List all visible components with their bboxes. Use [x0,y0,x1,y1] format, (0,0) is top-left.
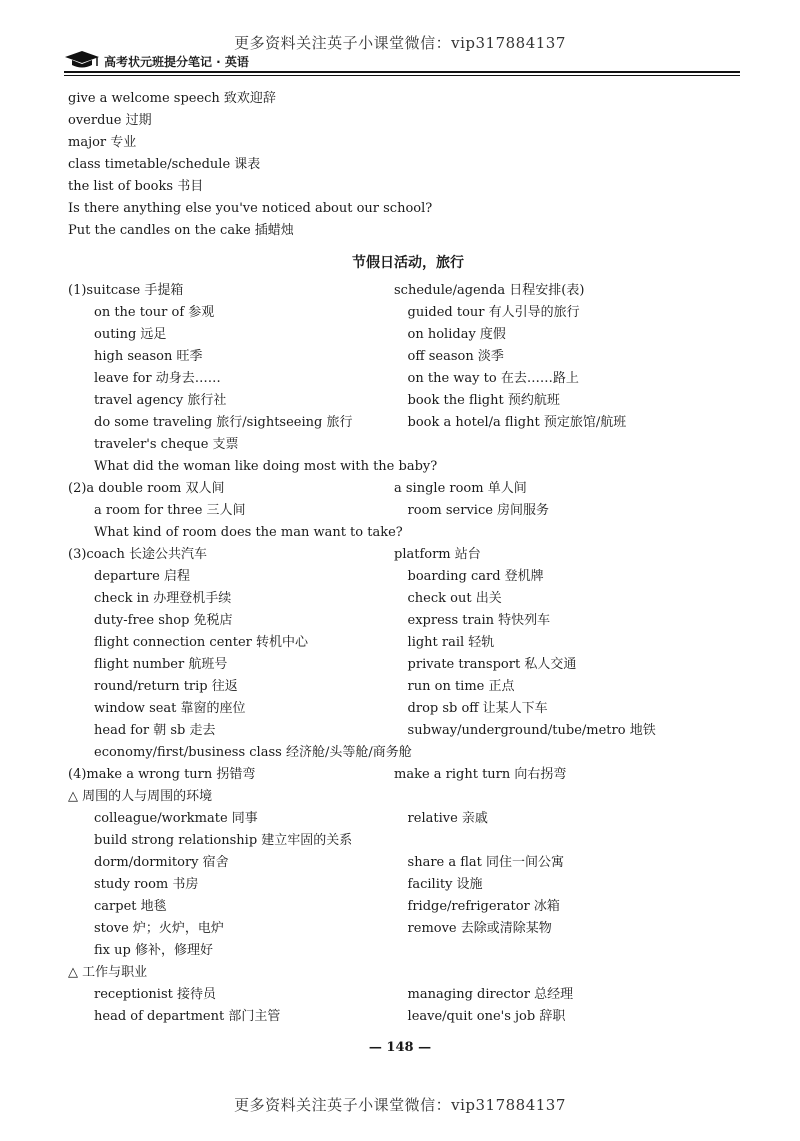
vocab-row [68,940,748,962]
vocab-right: boarding card 登机牌 [407,569,544,584]
vocab-right: a single room 单人间 [394,481,527,496]
vocab-row [68,456,748,478]
vocab-row [68,808,748,830]
vocab-right: private transport 私人交通 [407,657,577,672]
vocab-row [68,896,748,918]
vocab-left: on the tour of 参观 [94,305,215,320]
vocab-row [68,610,748,632]
vocab-right: fridge/refrigerator 冰箱 [407,899,560,914]
vocab-left: stove 炉；火炉，电炉 [94,921,224,936]
vocab-right: on the way to 在去……路上 [407,371,579,386]
vocab-row [68,500,748,522]
vocab-row [68,676,748,698]
vocab-right: guided tour 有人引导的旅行 [407,305,580,320]
vocab-row [68,654,748,676]
watermark-top: 更多资料关注英子小课堂微信：vip317884137 [234,34,566,52]
header-title: 高考状元班提分笔记 · 英语 [104,55,249,69]
vocab-row [68,478,748,500]
page-content [68,88,748,1028]
intro-line: major 专业 [68,135,137,150]
vocab-left: What kind of room does the man want to take? [94,525,403,540]
vocab-left: duty-free shop 免税店 [94,613,233,628]
vocab-left: What did the woman like doing most with the baby? [94,459,438,474]
vocab-row [68,764,748,786]
vocab-right: run on time 正点 [407,679,515,694]
vocab-left: receptionist 接待员 [94,987,216,1002]
vocab-left: (4)make a wrong turn 拐错弯 [68,767,256,782]
vocab-row [68,918,748,940]
vocab-row [68,698,748,720]
vocab-left: high season 旺季 [94,349,203,364]
vocab-right: remove 去除或清除某物 [407,921,552,936]
vocab-left: fix up 修补，修理好 [94,943,213,958]
vocab-row [68,830,748,852]
intro-line: class timetable/schedule 课表 [68,157,261,172]
watermark-bottom: 更多资料关注英子小课堂微信：vip317884137 [234,1096,566,1114]
vocab-row [68,302,748,324]
vocab-row [68,390,748,412]
vocab-row [68,632,748,654]
vocab-left: check in 办理登机手续 [94,591,232,606]
vocab-left: window seat 靠窗的座位 [94,701,246,716]
vocab-right: platform 站台 [394,547,481,562]
vocab-left: △ 工作与职业 [68,965,148,980]
vocab-left: economy/first/business class 经济舱/头等舱/商务舱 [94,745,412,760]
vocab-row [68,368,748,390]
vocab-left: colleague/workmate 同事 [94,811,258,826]
vocab-left: departure 启程 [94,569,190,584]
vocab-right [408,940,748,962]
vocab-right: on holiday 度假 [407,327,506,342]
vocab-row [68,412,748,434]
vocab-row [68,434,748,456]
vocab-row [68,566,748,588]
vocab-left: leave for 动身去…… [94,371,221,386]
vocab-left: head of department 部门主管 [94,1009,281,1024]
vocab-left: dorm/dormitory 宿舍 [94,855,229,870]
vocab-right: subway/underground/tube/metro 地铁 [407,723,656,738]
vocab-row [68,346,748,368]
intro-line: Is there anything else you've noticed about our school? [68,201,433,216]
vocab-row [68,1006,748,1028]
vocab-left: study room 书房 [94,877,199,892]
intro-line: Put the candles on the cake 插蜡烛 [68,223,294,238]
vocab-right: room service 房间服务 [407,503,550,518]
vocab-right: check out 出关 [407,591,502,606]
vocab-row [68,588,748,610]
vocab-left: build strong relationship 建立牢固的关系 [94,833,353,848]
vocab-left: flight number 航班号 [94,657,228,672]
vocab-right: schedule/agenda 日程安排(表) [394,283,585,298]
vocab-left: flight connection center 转机中心 [94,635,309,650]
intro-line: overdue 过期 [68,113,152,128]
vocab-row [68,874,748,896]
vocab-row [68,544,748,566]
vocab-right: managing director 总经理 [407,987,574,1002]
vocab-right: off season 淡季 [407,349,504,364]
vocab-right: share a flat 同住一间公寓 [407,855,565,870]
vocab-left: traveler's cheque 支票 [94,437,239,452]
vocab-left: (1)suitcase 手提箱 [68,283,184,298]
intro-list [68,88,748,242]
intro-line: the list of books 书目 [68,179,204,194]
vocab-left: head for 朝 sb 走去 [94,723,216,738]
vocab-row [68,324,748,346]
intro-line: give a welcome speech 致欢迎辞 [68,91,276,106]
vocab-right: book the flight 预约航班 [407,393,560,408]
vocab-right: express train 特快列车 [407,613,551,628]
vocab-row [68,786,748,808]
vocab-left: a room for three 三人间 [94,503,246,518]
vocab-right: leave/quit one's job 辞职 [407,1009,566,1024]
page-number: — 148 — [368,1040,432,1055]
vocab-right: light rail 轻轨 [407,635,495,650]
vocab-row [68,522,748,544]
vocab-left: △ 周围的人与周围的环境 [68,789,213,804]
vocab-row [68,280,748,302]
vocab-right: book a hotel/a flight 预定旅馆/航班 [407,415,627,430]
vocab-right: facility 设施 [407,877,483,892]
vocab-right: relative 亲戚 [407,811,488,826]
vocab-left: outing 远足 [94,327,167,342]
vocab-row [68,720,748,742]
vocab-row [68,852,748,874]
vocab-right [408,434,748,456]
vocab-row [68,742,748,764]
running-header [64,50,744,72]
header-rule-thin [64,75,740,76]
vocab-left: carpet 地毯 [94,899,167,914]
vocab-left: do some traveling 旅行/sightseeing 旅行 [94,415,353,430]
vocab-row [68,984,748,1006]
vocab-row [68,962,748,984]
vocab-left: (2)a double room 双人间 [68,481,225,496]
header-rule [64,71,740,73]
vocab-left: (3)coach 长途公共汽车 [68,547,208,562]
section-title: 节假日活动，旅行 [352,255,464,271]
vocab-left: travel agency 旅行社 [94,393,227,408]
vocab-left: round/return trip 往返 [94,679,238,694]
vocab-right: make a right turn 向右拐弯 [394,767,567,782]
vocab-right: drop sb off 让某人下车 [407,701,548,716]
vocab-list [68,280,748,1028]
